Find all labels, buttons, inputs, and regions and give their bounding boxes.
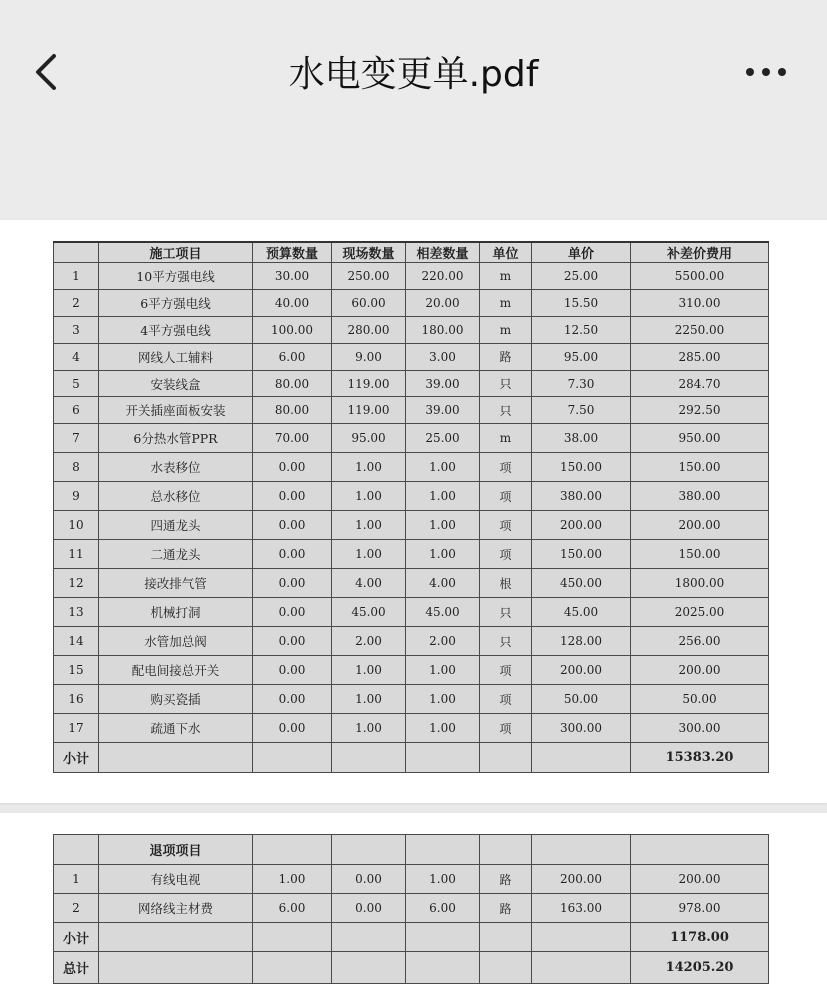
empty-cell [332, 952, 406, 984]
cell-diff-qty: 180.00 [406, 316, 480, 343]
cell-index: 7 [54, 424, 99, 453]
empty-cell [406, 952, 480, 984]
cell-index: 8 [54, 453, 99, 482]
cell-diff-qty: 1.00 [406, 656, 480, 685]
cell-unit-price: 95.00 [532, 343, 631, 370]
empty-cell [480, 952, 532, 984]
empty-cell [54, 835, 99, 865]
header-extra-cost: 补差价费用 [631, 242, 769, 263]
cell-unit-price: 128.00 [532, 627, 631, 656]
cell-extra-cost: 2250.00 [631, 316, 769, 343]
more-options-button[interactable] [742, 60, 792, 84]
cell-budget-qty: 0.00 [253, 540, 332, 569]
empty-cell [406, 835, 480, 865]
cell-item: 机械打洞 [99, 598, 253, 627]
cell-budget-qty: 0.00 [253, 685, 332, 714]
table-row [54, 714, 769, 743]
cell-unit-price: 15.50 [532, 289, 631, 316]
cell-unit: m [480, 263, 532, 290]
cell-item: 10平方强电线 [99, 263, 253, 290]
cell-budget-qty: 0.00 [253, 511, 332, 540]
cell-extra-cost: 150.00 [631, 453, 769, 482]
cell-item: 开关插座面板安装 [99, 397, 253, 424]
cell-index: 4 [54, 343, 99, 370]
cell-unit-price: 38.00 [532, 424, 631, 453]
cell-item: 二通龙头 [99, 540, 253, 569]
cell-extra-cost: 380.00 [631, 482, 769, 511]
refund-items-table [53, 834, 769, 984]
cell-unit: m [480, 289, 532, 316]
cell-index: 3 [54, 316, 99, 343]
cell-extra-cost: 978.00 [631, 894, 769, 923]
change-items-table [53, 241, 769, 773]
cell-unit: 路 [480, 865, 532, 894]
empty-cell [99, 952, 253, 984]
cell-site-qty: 45.00 [332, 598, 406, 627]
empty-cell [332, 835, 406, 865]
cell-budget-qty: 0.00 [253, 598, 332, 627]
empty-cell [532, 835, 631, 865]
refund-items-header: 退项项目 [99, 835, 253, 865]
cell-extra-cost: 200.00 [631, 511, 769, 540]
cell-budget-qty: 40.00 [253, 289, 332, 316]
cell-unit-price: 300.00 [532, 714, 631, 743]
cell-index: 9 [54, 482, 99, 511]
cell-unit: 项 [480, 540, 532, 569]
table-row [54, 370, 769, 397]
empty-cell [532, 743, 631, 773]
cell-extra-cost: 310.00 [631, 289, 769, 316]
table-row [54, 685, 769, 714]
cell-budget-qty: 30.00 [253, 263, 332, 290]
cell-unit: 项 [480, 482, 532, 511]
table-row [54, 343, 769, 370]
cell-unit: m [480, 424, 532, 453]
cell-unit-price: 50.00 [532, 685, 631, 714]
cell-budget-qty: 80.00 [253, 397, 332, 424]
empty-cell [99, 923, 253, 952]
cell-item: 6分热水管PPR [99, 424, 253, 453]
cell-index: 2 [54, 894, 99, 923]
cell-unit-price: 163.00 [532, 894, 631, 923]
cell-budget-qty: 1.00 [253, 865, 332, 894]
refund-subtotal-row-label: 小计 [54, 923, 99, 952]
cell-extra-cost: 2025.00 [631, 598, 769, 627]
cell-diff-qty: 1.00 [406, 511, 480, 540]
cell-unit: 路 [480, 343, 532, 370]
table-row [54, 263, 769, 290]
empty-cell [332, 923, 406, 952]
cell-index: 14 [54, 627, 99, 656]
cell-index: 13 [54, 598, 99, 627]
cell-diff-qty: 25.00 [406, 424, 480, 453]
cell-extra-cost: 50.00 [631, 685, 769, 714]
cell-unit: 项 [480, 685, 532, 714]
cell-item: 4平方强电线 [99, 316, 253, 343]
table-row [54, 656, 769, 685]
cell-extra-cost: 150.00 [631, 540, 769, 569]
table-row [54, 424, 769, 453]
cell-unit: 项 [480, 656, 532, 685]
cell-budget-qty: 0.00 [253, 714, 332, 743]
cell-index: 17 [54, 714, 99, 743]
more-dots-icon [746, 68, 754, 76]
cell-index: 11 [54, 540, 99, 569]
cell-unit: 只 [480, 598, 532, 627]
cell-item: 购买瓷插 [99, 685, 253, 714]
cell-site-qty: 95.00 [332, 424, 406, 453]
cell-site-qty: 4.00 [332, 569, 406, 598]
cell-diff-qty: 20.00 [406, 289, 480, 316]
cell-unit-price: 45.00 [532, 598, 631, 627]
cell-unit-price: 200.00 [532, 656, 631, 685]
table-row [54, 289, 769, 316]
cell-extra-cost: 200.00 [631, 865, 769, 894]
empty-cell [332, 743, 406, 773]
table-row [54, 894, 769, 923]
cell-unit-price: 200.00 [532, 511, 631, 540]
cell-diff-qty: 39.00 [406, 397, 480, 424]
table-row [54, 482, 769, 511]
header-budget-qty: 预算数量 [253, 242, 332, 263]
cell-site-qty: 60.00 [332, 289, 406, 316]
cell-index: 5 [54, 370, 99, 397]
cell-site-qty: 2.00 [332, 627, 406, 656]
cell-unit-price: 380.00 [532, 482, 631, 511]
empty-cell [406, 923, 480, 952]
refund-header-row [54, 835, 769, 865]
cell-index: 1 [54, 263, 99, 290]
table-row [54, 453, 769, 482]
cell-site-qty: 1.00 [332, 540, 406, 569]
cell-extra-cost: 5500.00 [631, 263, 769, 290]
cell-budget-qty: 0.00 [253, 627, 332, 656]
grand-total-row-value: 14205.20 [631, 952, 769, 984]
cell-unit: 项 [480, 714, 532, 743]
cell-index: 12 [54, 569, 99, 598]
cell-diff-qty: 1.00 [406, 865, 480, 894]
header-item: 施工项目 [99, 242, 253, 263]
empty-cell [253, 952, 332, 984]
table-header-row [54, 242, 769, 263]
cell-diff-qty: 6.00 [406, 894, 480, 923]
cell-item: 总水移位 [99, 482, 253, 511]
cell-diff-qty: 1.00 [406, 453, 480, 482]
header-unit: 单位 [480, 242, 532, 263]
cell-extra-cost: 950.00 [631, 424, 769, 453]
empty-cell [532, 952, 631, 984]
cell-budget-qty: 0.00 [253, 453, 332, 482]
cell-site-qty: 119.00 [332, 370, 406, 397]
cell-site-qty: 0.00 [332, 894, 406, 923]
cell-unit-price: 450.00 [532, 569, 631, 598]
empty-cell [99, 743, 253, 773]
cell-extra-cost: 285.00 [631, 343, 769, 370]
header-index [54, 242, 99, 263]
top-bar [0, 0, 827, 218]
cell-item: 疏通下水 [99, 714, 253, 743]
table-row [54, 627, 769, 656]
cell-diff-qty: 4.00 [406, 569, 480, 598]
cell-unit-price: 7.30 [532, 370, 631, 397]
cell-item: 四通龙头 [99, 511, 253, 540]
cell-unit-price: 7.50 [532, 397, 631, 424]
table-row [54, 540, 769, 569]
cell-extra-cost: 256.00 [631, 627, 769, 656]
cell-diff-qty: 1.00 [406, 540, 480, 569]
cell-extra-cost: 200.00 [631, 656, 769, 685]
cell-item: 6平方强电线 [99, 289, 253, 316]
header-site-qty: 现场数量 [332, 242, 406, 263]
table-row [54, 511, 769, 540]
header-unit-price: 单价 [532, 242, 631, 263]
cell-site-qty: 119.00 [332, 397, 406, 424]
cell-index: 2 [54, 289, 99, 316]
table-row [54, 865, 769, 894]
document-title: 水电变更单.pdf [288, 54, 539, 95]
cell-index: 6 [54, 397, 99, 424]
cell-diff-qty: 45.00 [406, 598, 480, 627]
empty-cell [532, 923, 631, 952]
cell-unit: 只 [480, 370, 532, 397]
cell-unit: 只 [480, 627, 532, 656]
cell-site-qty: 1.00 [332, 511, 406, 540]
cell-diff-qty: 1.00 [406, 714, 480, 743]
cell-unit: 根 [480, 569, 532, 598]
table-row [54, 598, 769, 627]
cell-diff-qty: 1.00 [406, 482, 480, 511]
cell-unit-price: 25.00 [532, 263, 631, 290]
cell-unit: 路 [480, 894, 532, 923]
refund-subtotal-row [54, 923, 769, 952]
cell-unit: 只 [480, 397, 532, 424]
cell-budget-qty: 70.00 [253, 424, 332, 453]
cell-unit-price: 12.50 [532, 316, 631, 343]
cell-site-qty: 9.00 [332, 343, 406, 370]
cell-diff-qty: 1.00 [406, 685, 480, 714]
empty-cell [631, 835, 769, 865]
cell-budget-qty: 100.00 [253, 316, 332, 343]
cell-budget-qty: 0.00 [253, 482, 332, 511]
cell-diff-qty: 3.00 [406, 343, 480, 370]
cell-unit-price: 150.00 [532, 540, 631, 569]
pdf-page-2[interactable] [0, 813, 827, 1000]
cell-site-qty: 280.00 [332, 316, 406, 343]
grand-total-row-label: 总计 [54, 952, 99, 984]
cell-item: 配电间接总开关 [99, 656, 253, 685]
cell-item: 水表移位 [99, 453, 253, 482]
cell-item: 水管加总阀 [99, 627, 253, 656]
empty-cell [253, 743, 332, 773]
cell-index: 16 [54, 685, 99, 714]
cell-budget-qty: 80.00 [253, 370, 332, 397]
cell-item: 网线人工辅料 [99, 343, 253, 370]
cell-budget-qty: 6.00 [253, 894, 332, 923]
cell-extra-cost: 300.00 [631, 714, 769, 743]
empty-cell [253, 923, 332, 952]
cell-item: 安装线盒 [99, 370, 253, 397]
cell-unit-price: 200.00 [532, 865, 631, 894]
cell-site-qty: 1.00 [332, 714, 406, 743]
cell-index: 10 [54, 511, 99, 540]
empty-cell [480, 835, 532, 865]
cell-diff-qty: 220.00 [406, 263, 480, 290]
cell-extra-cost: 292.50 [631, 397, 769, 424]
subtotal-row-label: 小计 [54, 743, 99, 773]
refund-subtotal-row-value: 1178.00 [631, 923, 769, 952]
cell-site-qty: 1.00 [332, 453, 406, 482]
grand-total-row [54, 952, 769, 984]
cell-unit: 项 [480, 511, 532, 540]
cell-site-qty: 0.00 [332, 865, 406, 894]
cell-site-qty: 1.00 [332, 482, 406, 511]
cell-unit: 项 [480, 453, 532, 482]
cell-budget-qty: 6.00 [253, 343, 332, 370]
subtotal-row [54, 743, 769, 773]
subtotal-row-value: 15383.20 [631, 743, 769, 773]
cell-budget-qty: 0.00 [253, 656, 332, 685]
cell-item: 网络线主材费 [99, 894, 253, 923]
cell-extra-cost: 1800.00 [631, 569, 769, 598]
table-row [54, 397, 769, 424]
empty-cell [253, 835, 332, 865]
empty-cell [480, 923, 532, 952]
cell-unit: m [480, 316, 532, 343]
table-row [54, 316, 769, 343]
cell-index: 15 [54, 656, 99, 685]
cell-item: 接改排气管 [99, 569, 253, 598]
cell-site-qty: 1.00 [332, 685, 406, 714]
pdf-page-1[interactable] [0, 220, 827, 803]
header-diff-qty: 相差数量 [406, 242, 480, 263]
cell-diff-qty: 39.00 [406, 370, 480, 397]
cell-extra-cost: 284.70 [631, 370, 769, 397]
table-row [54, 569, 769, 598]
cell-site-qty: 1.00 [332, 656, 406, 685]
empty-cell [406, 743, 480, 773]
cell-unit-price: 150.00 [532, 453, 631, 482]
cell-diff-qty: 2.00 [406, 627, 480, 656]
cell-site-qty: 250.00 [332, 263, 406, 290]
cell-budget-qty: 0.00 [253, 569, 332, 598]
empty-cell [480, 743, 532, 773]
cell-index: 1 [54, 865, 99, 894]
cell-item: 有线电视 [99, 865, 253, 894]
